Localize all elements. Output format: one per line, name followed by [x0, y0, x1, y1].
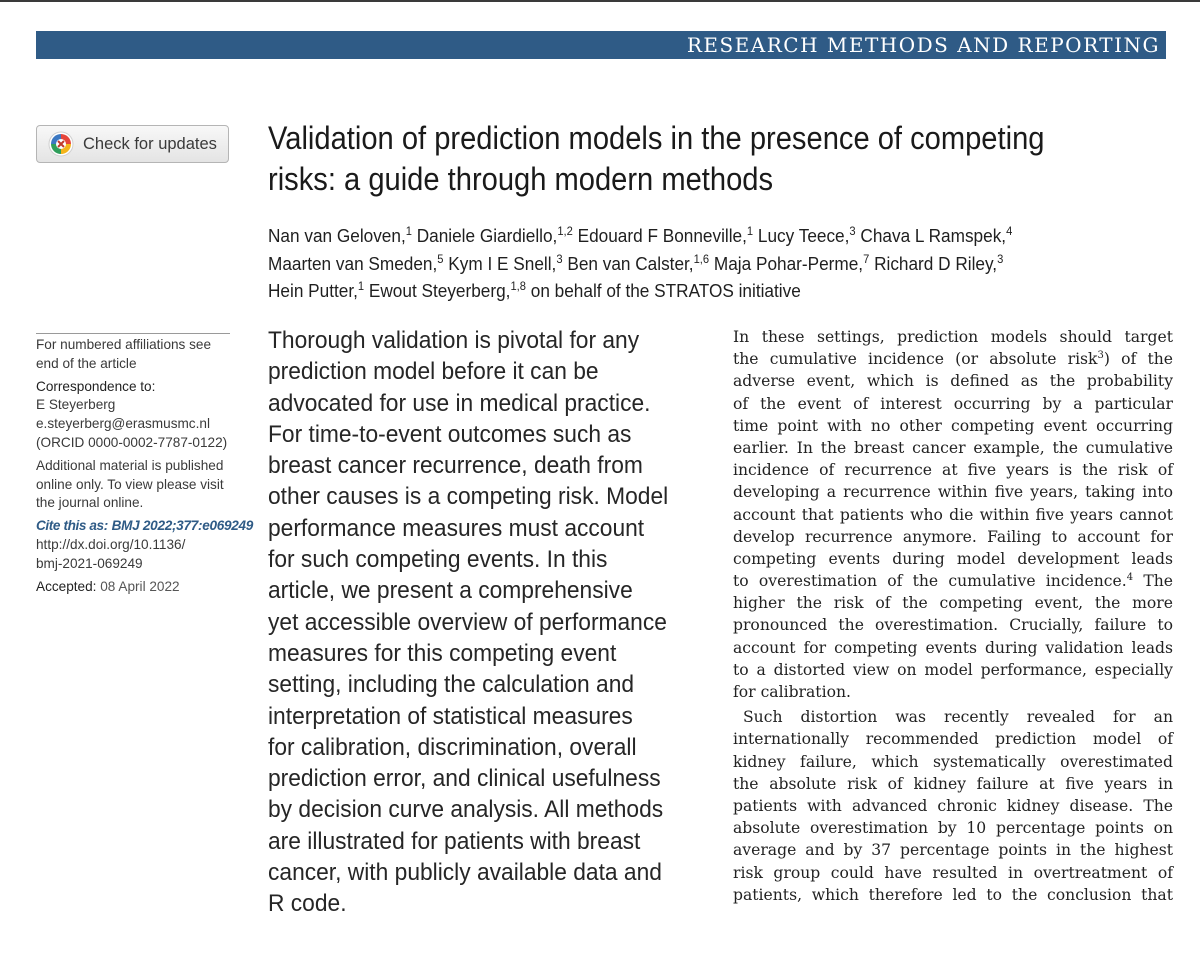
- body-line: patients with advanced chronic kidney disease. The: [733, 796, 1173, 815]
- body-line: Such distortion was recently revealed for an: [743, 708, 1173, 727]
- body-line: patients, which therefore led to the conclusion that: [733, 885, 1173, 904]
- abstract-line: other causes is a competing risk. Model: [268, 483, 669, 511]
- author-name: Kym I E Snell,: [448, 252, 557, 274]
- author-name: Ben van Calster,: [567, 252, 694, 274]
- check-for-updates-label: Check for updates: [83, 134, 217, 153]
- abstract-line: advocated for use in medical practice.: [268, 389, 651, 417]
- body-paragraph: [733, 326, 1173, 703]
- author-list: [268, 222, 1161, 305]
- affiliation-sup: 4: [1006, 223, 1013, 238]
- correspondence-label: Correspondence to:: [36, 378, 156, 394]
- abstract-line: are illustrated for patients with breast: [268, 827, 641, 855]
- correspondence-block: [36, 378, 236, 453]
- article-info-sidebar: [36, 333, 254, 600]
- body-line: for calibration.: [733, 683, 851, 701]
- affiliation-sup: 1: [357, 278, 365, 293]
- author-name: Daniele Giardiello,: [416, 225, 558, 246]
- cite-value: BMJ 2022;377:e069249: [111, 518, 254, 534]
- body-line: risk group could have resulted in overtreatment of: [733, 863, 1173, 882]
- section-title: RESEARCH METHODS AND REPORTING: [686, 33, 1160, 57]
- additional-material-note: [36, 457, 236, 513]
- doi-link[interactable]: http://dx.doi.org/10.1136/: [36, 536, 186, 552]
- body-line: develop recurrence anymore. Failing to account for: [733, 527, 1173, 546]
- sidebar-text: For numbered affiliations see: [36, 337, 212, 352]
- author-line: [268, 222, 1161, 250]
- abstract-line: performance measures must account: [268, 514, 645, 542]
- body-line: developing a recurrence within five years, taking into: [733, 483, 1173, 502]
- abstract-line: interpretation of statistical measures: [268, 702, 633, 730]
- author-name: Chava L Ramspek,: [860, 225, 1007, 246]
- sidebar-text: end of the article: [36, 355, 137, 371]
- article-title-line: risks: a guide through modern methods: [268, 161, 774, 197]
- body-line: time point with no other competing event occurring: [733, 416, 1173, 435]
- abstract: [268, 325, 687, 920]
- sidebar-divider: [36, 333, 230, 334]
- cite-line: [36, 517, 254, 536]
- affiliation-sup: 1,2: [557, 223, 573, 238]
- accepted-value: 08 April 2022: [100, 578, 180, 594]
- author-name: Nan van Geloven,: [268, 225, 406, 246]
- top-rule: [0, 0, 1200, 2]
- affiliation-sup: 7: [863, 251, 870, 266]
- cite-label: Cite this as:: [36, 518, 108, 534]
- body-line: absolute overestimation by 10 percentage points on: [733, 819, 1173, 838]
- abstract-line: measures for this competing event: [268, 639, 617, 667]
- abstract-line: setting, including the calculation and: [268, 671, 635, 699]
- sidebar-text: Additional material is published: [36, 457, 224, 473]
- author-name: Richard D Riley,: [874, 252, 998, 274]
- affiliations-note: [36, 336, 236, 374]
- body-line: the absolute risk of kidney failure at five years in: [733, 774, 1173, 793]
- check-for-updates-button[interactable]: [36, 125, 229, 163]
- body-line: account that patients who die within five years cannot: [733, 505, 1173, 524]
- abstract-line: R code.: [268, 890, 347, 918]
- abstract-line: yet accessible overview of performance: [268, 608, 667, 636]
- body-line: account for competing events during validation leads: [733, 638, 1173, 657]
- section-header-bar: [36, 31, 1166, 59]
- affiliation-sup: 3: [997, 251, 1004, 266]
- body-paragraph: [733, 706, 1173, 906]
- body-line: earlier. In the breast cancer example, the cumulative: [733, 438, 1173, 457]
- crossmark-icon: [48, 131, 74, 157]
- accepted-line: [36, 578, 236, 597]
- abstract-line: breast cancer recurrence, death from: [268, 452, 643, 480]
- body-line: kidney failure, which systematically overestimated: [733, 752, 1173, 771]
- author-name: Lucy Teece,: [757, 225, 850, 246]
- body-line: incidence of recurrence at five years is the risk of: [733, 461, 1173, 480]
- body-line: competing events during model development leads: [733, 549, 1173, 568]
- abstract-line: cancer, with publicly available data and: [268, 859, 662, 887]
- abstract-line: by decision curve analysis. All methods: [268, 796, 664, 824]
- author-name: Edouard F Bonneville,: [577, 225, 747, 246]
- affiliation-sup: 1: [746, 223, 754, 238]
- body-line: In these settings, prediction models should target: [733, 328, 1173, 346]
- correspondence-email[interactable]: e.steyerberg@erasmusmc.nl: [36, 416, 210, 432]
- author-affiliation-note: on behalf of the STRATOS initiative: [530, 280, 801, 301]
- author-line: [268, 250, 1161, 278]
- body-line: higher the risk of the competing event, the more: [733, 594, 1173, 613]
- body-text: the cumulative incidence (or absolute risk: [733, 350, 1098, 369]
- reference-sup[interactable]: 3: [1097, 350, 1104, 361]
- body-text: to overestimation of the cumulative incidence.: [733, 572, 1127, 591]
- accepted-date: [36, 578, 236, 597]
- abstract-line: For time-to-event outcomes such as: [268, 420, 632, 448]
- abstract-line: prediction model before it can be: [268, 358, 599, 386]
- author-name: Maja Pohar-Perme,: [713, 252, 864, 274]
- body-text: ) of the: [1103, 350, 1173, 369]
- author-line: [268, 277, 1161, 305]
- body-line: to a distorted view on model performance, especially: [733, 660, 1173, 679]
- abstract-line: for calibration, discrimination, overall: [268, 733, 637, 761]
- abstract-line: Thorough validation is pivotal for any: [268, 327, 640, 354]
- article-title: [268, 118, 1078, 200]
- affiliation-sup: 3: [849, 223, 856, 238]
- affiliation-sup: 1: [405, 223, 412, 238]
- doi-link[interactable]: bmj-2021-069249: [36, 555, 143, 571]
- affiliation-sup: 1,8: [510, 278, 526, 293]
- abstract-line: article, we present a comprehensive: [268, 577, 633, 605]
- abstract-line: for such competing events. In this: [268, 546, 608, 574]
- reference-sup[interactable]: 4: [1126, 571, 1134, 583]
- author-name: Maarten van Smeden,: [268, 252, 438, 274]
- body-line: of the event of interest occurring by a particular: [733, 394, 1173, 413]
- body-line: average and by 37 percentage points in the highest: [733, 841, 1173, 860]
- body-text: The: [1133, 572, 1173, 591]
- body-line: adverse event, which is defined as the probability: [733, 372, 1173, 391]
- affiliation-sup: 5: [437, 251, 444, 266]
- citation-block: [36, 517, 254, 573]
- body-line: internationally recommended prediction model of: [733, 730, 1173, 749]
- correspondence-orcid: (ORCID 0000-0002-7787-0122): [36, 434, 228, 450]
- body-line: [733, 570, 1173, 592]
- body-line: [733, 348, 1173, 370]
- author-name: Hein Putter,: [268, 280, 358, 301]
- sidebar-text: the journal online.: [36, 495, 144, 511]
- affiliation-sup: 3: [556, 251, 563, 266]
- author-name: Ewout Steyerberg,: [368, 280, 511, 301]
- sidebar-text: online only. To view please visit: [36, 476, 224, 492]
- abstract-line: prediction error, and clinical usefulness: [268, 765, 661, 793]
- body-text-column: [733, 326, 1173, 906]
- correspondence-name: E Steyerberg: [36, 397, 116, 413]
- affiliation-sup: 1,6: [693, 251, 710, 266]
- accepted-label: Accepted:: [36, 578, 97, 594]
- body-line: pronounced the overestimation. Crucially, failure to: [733, 616, 1173, 635]
- article-title-line: Validation of prediction models in the presence of competing: [268, 120, 1045, 156]
